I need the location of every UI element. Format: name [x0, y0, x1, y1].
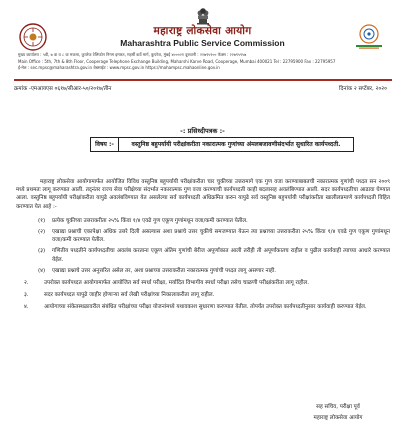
paragraph-number: ३.: [24, 292, 29, 299]
sub-item: [16, 247, 390, 263]
paragraph-text: उपरोक्त कार्यपध्दत आयोगामार्फत आयोजित सर्व स्पर्धा परीक्षा, मर्यादित विभागीय स्पर्धा परीक्षा तसेच चाळणी परीक्षांकरीता लागू राहील.: [44, 280, 310, 287]
document-title: -: प्रसिध्दीपत्रक :-: [180, 127, 225, 135]
subject-box: [90, 137, 354, 152]
reference-number: क्रमांक -एमआयएस ०६१७/सीआर-५०/२०१७/तीन: [14, 86, 112, 92]
subject-text: वस्तुनिष्ठ बहुपर्यायी परीक्षांकरीता नकारात्मक गुणांच्या अंमलबजावणीसंदर्भात सुधारित कार्यपध्दती.: [131, 141, 341, 148]
sub-item-number: (२): [38, 229, 46, 236]
sub-item-number: (४): [38, 267, 46, 274]
letterhead-divider: [14, 79, 392, 81]
signature-block: [293, 402, 383, 424]
state-emblem-icon: [196, 6, 210, 25]
azadi-amrit-mahotsav-logo: [350, 22, 388, 50]
paragraph-number: ४.: [24, 304, 29, 311]
sub-item-number: (३): [38, 248, 46, 255]
subject-label: विषय :-: [91, 138, 119, 151]
paragraph-number: २.: [24, 280, 29, 287]
sub-item-text: प्रत्येक चुकीच्या उत्तराकरीता २५% किंवा १/४ एवढे गुण एकूण गुणांमधून वजा/कमी करण्यात येतील.: [52, 217, 248, 224]
numbered-paragraph: [16, 279, 390, 287]
contact-line: ई-मेल : sec.mpsc@maharashtra.gov.in वेबसाईट : www.mpsc.gov.in https://mahampsc.mahaonline.gov.in: [18, 65, 220, 70]
sub-item-text: एखाद्या प्रश्नाचे उत्तर अनुत्तरित असेल तर, अशा प्रश्नाच्या उत्तराकरीता नकारात्मक गुणांची पध्दत लागू असणार नाही.: [52, 267, 277, 274]
paragraph-text: सदर कार्यपध्दत यापुढे जाहीर होणाऱ्या सर्व लेखी परीक्षांच्या निकालाकरीता लागू राहील.: [44, 292, 215, 299]
sub-item-number: (१): [38, 217, 46, 224]
sub-item: [16, 217, 390, 225]
sub-item: [16, 267, 390, 275]
signatory-organisation: महाराष्ट्र लोकसेवा आयोग: [313, 415, 363, 421]
intro-paragraph: महाराष्ट्र लोकसेवा आयोगामार्फत आयोजित विविध वस्तुनिष्ठ बहुपर्यायी परीक्षांकरीता चार चुकीच्या उत्तरामागे एक गुण वजा करण्याबाबतची नकारात्मक गुणांची पध्दत सन २००९ मध्ये प्रथमतः लागू करण्यात आली. तद्नंतर राज्य सेवा परीक्षेच्या संदर्भात नकारात्मक गुण वजा करण्याची कार्यपध्दती काही बदलासह अवलंबिण्यात आली. सदर कार्यपध्दतीचा आढावा घेण्यात आला. वस्तुनिष्ठ बहुपर्यायी परीक्षांकरीता यापुढे अवलंबविण्यात येत असलेल्या सर्व कार्यपध्दती अधिक्रमित करुन यापुढे सर्व वस्तुनिष्ठ बहुपर्यायी परीक्षांकरीता खालीलप्रमाणे कार्यपध्दती विहित करण्यात येत आहे :-: [16, 179, 390, 210]
document-date: दिनांक २ सप्टेंबर, २०२०: [339, 86, 387, 92]
numbered-paragraph: [16, 291, 390, 299]
numbered-paragraph: [16, 303, 390, 311]
letterhead-title-english: Maharashtra Public Service Commission: [120, 38, 285, 48]
letterhead-title-marathi: महाराष्ट्र लोकसेवा आयोग: [153, 25, 252, 37]
letterhead-address-block: [18, 52, 390, 72]
address-line-marathi: मुख्य कार्यालय : ५वी, ७ वा व ८ वा मजला, कुपरेज टेलिफोन निगम इमारत, महर्षी कर्वे मार्ग, कुपरेज, मुंबई ४०००२१ दूरध्वनी : २२७९५९०० फॅक्स : २२७९५९५७: [18, 52, 247, 57]
paragraph-text: आयोगाच्या संकेतस्थळावरील संबंधित परीक्षांच्या परीक्षा योजनांमध्ये यथावकाश सुधारणा करण्यात येतील. तोपर्यंत उपरोक्त कार्यपध्दतीनुसार कार्यवाही करण्यात येईल.: [44, 304, 367, 311]
sub-item: [16, 228, 390, 244]
signatory-designation: सह सचिव, परीक्षा पूर्व: [316, 404, 360, 410]
sub-item-text: एखाद्या प्रश्नाची एकापेक्षा अधिक उत्तरे दिली असल्यास अशा प्रश्नाचे उत्तर चुकीचे समजण्यात येऊन त्या प्रश्नाच्या उत्तराकरीता २५% किंवा १/४ एवढे गुण एकूण गुणांमधून वजा/कमी करण्यात येतील.: [52, 229, 390, 244]
sub-item-text: गणितीय पध्दतीने कार्यपध्दतीचा अवलंब करताना एकूण अंतिम गुणांची बेरीज अपूर्णांकात आली तरीही ती अपूर्णांकातच राहील व पुढील कार्यवाही त्याच्या आधारे करण्यात येईल.: [52, 248, 390, 263]
document-body: [16, 178, 390, 316]
address-line-english: Main Office : 5th, 7th & 8th Floor, Cooperage Telephone Exchange Building, Maharshi Karve Road, Cooperage, Mumbai 400021 Tel : 22795900 Fax : 22795957: [18, 58, 336, 64]
